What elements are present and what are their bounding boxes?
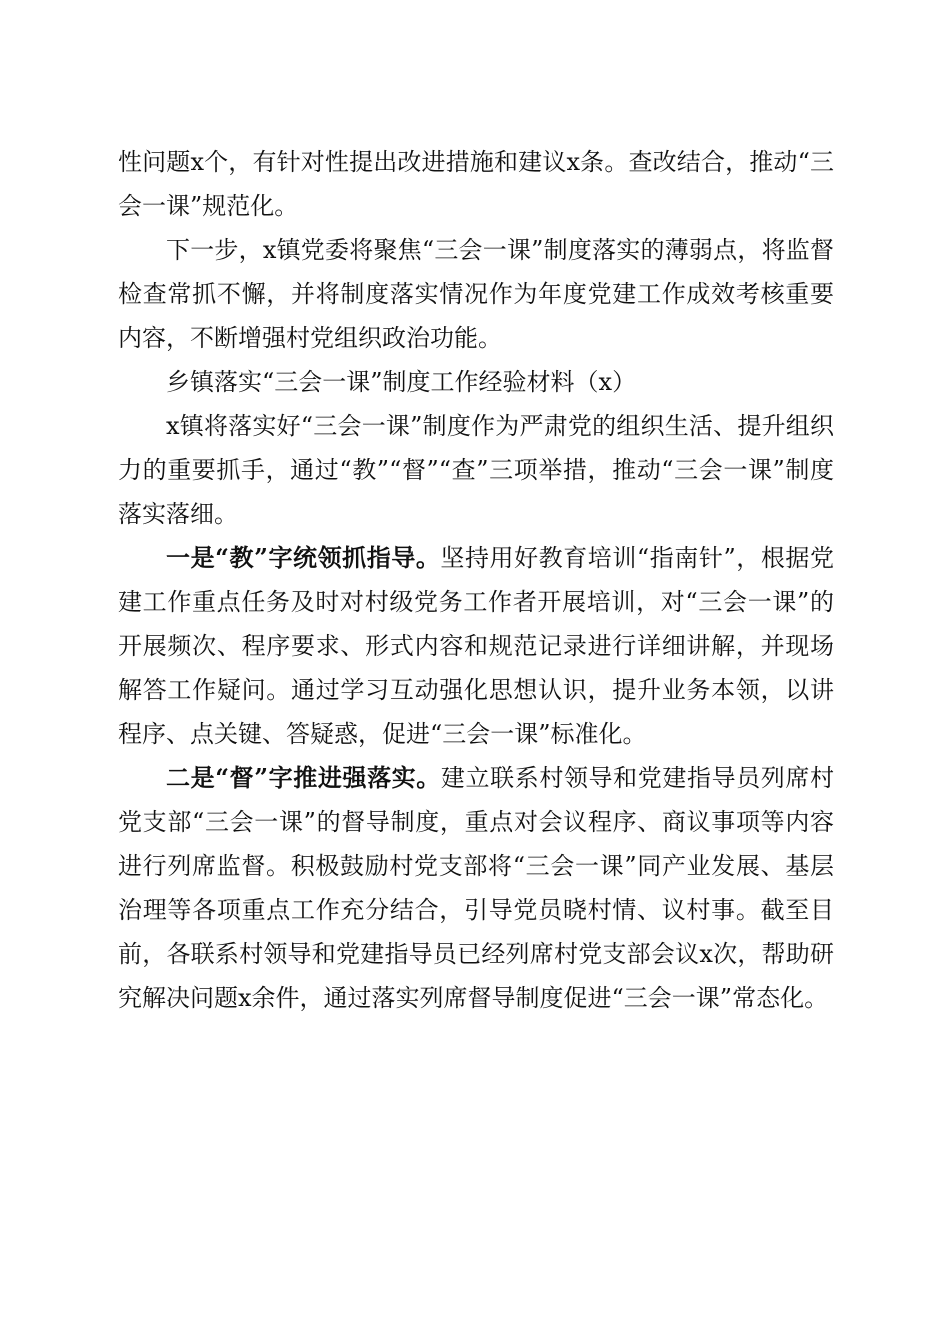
paragraph-intro (118, 404, 834, 536)
document-body (118, 140, 834, 1020)
subtitle-text: 乡镇落实“三会一课”制度工作经验材料（x） (166, 368, 637, 396)
paragraph-text: x镇将落实好“三会一课”制度作为严肃党的组织生活、提升组织力的重要抓手，通过“教”“督”“查”三项举措，推动“三会一课”制度落实落细。 (118, 412, 834, 528)
paragraph-supervise (118, 756, 834, 1020)
paragraph-text: 坚持用好教育培训“指南针”，根据党建工作重点任务及时对村级党务工作者开展培训，对“三会一课”的开展频次、程序要求、形式内容和规范记录进行详细讲解，并现场解答工作疑问。通过学习互动强化思想认识，提升业务本领，以讲程序、点关键、答疑惑，促进“三会一课”标准化。 (118, 544, 834, 748)
paragraph-teach (118, 536, 834, 756)
paragraph-lead-heading: 二是“督”字推进强落实。 (166, 763, 441, 792)
paragraph-text: 下一步，x镇党委将聚焦“三会一课”制度落实的薄弱点，将监督检查常抓不懈，并将制度落实情况作为年度党建工作成效考核重要内容，不断增强村党组织政治功能。 (118, 236, 834, 352)
paragraph-lead-heading: 一是“教”字统领抓指导。 (166, 543, 441, 572)
document-subtitle (118, 360, 834, 404)
paragraph-text: 建立联系村领导和党建指导员列席村党支部“三会一课”的督导制度，重点对会议程序、商议事项等内容进行列席监督。积极鼓励村党支部将“三会一课”同产业发展、基层治理等各项重点工作充分结合，引导党员晓村情、议村事。截至目前，各联系村领导和党建指导员已经列席村党支部会议x次，帮助研究解决问题x余件，通过落实列席督导制度促进“三会一课”常态化。 (118, 764, 835, 1012)
paragraph-next-step (118, 228, 834, 360)
paragraph-continuation (118, 140, 834, 228)
paragraph-text: 性问题x个，有针对性提出改进措施和建议x条。查改结合，推动“三会一课”规范化。 (118, 148, 834, 220)
